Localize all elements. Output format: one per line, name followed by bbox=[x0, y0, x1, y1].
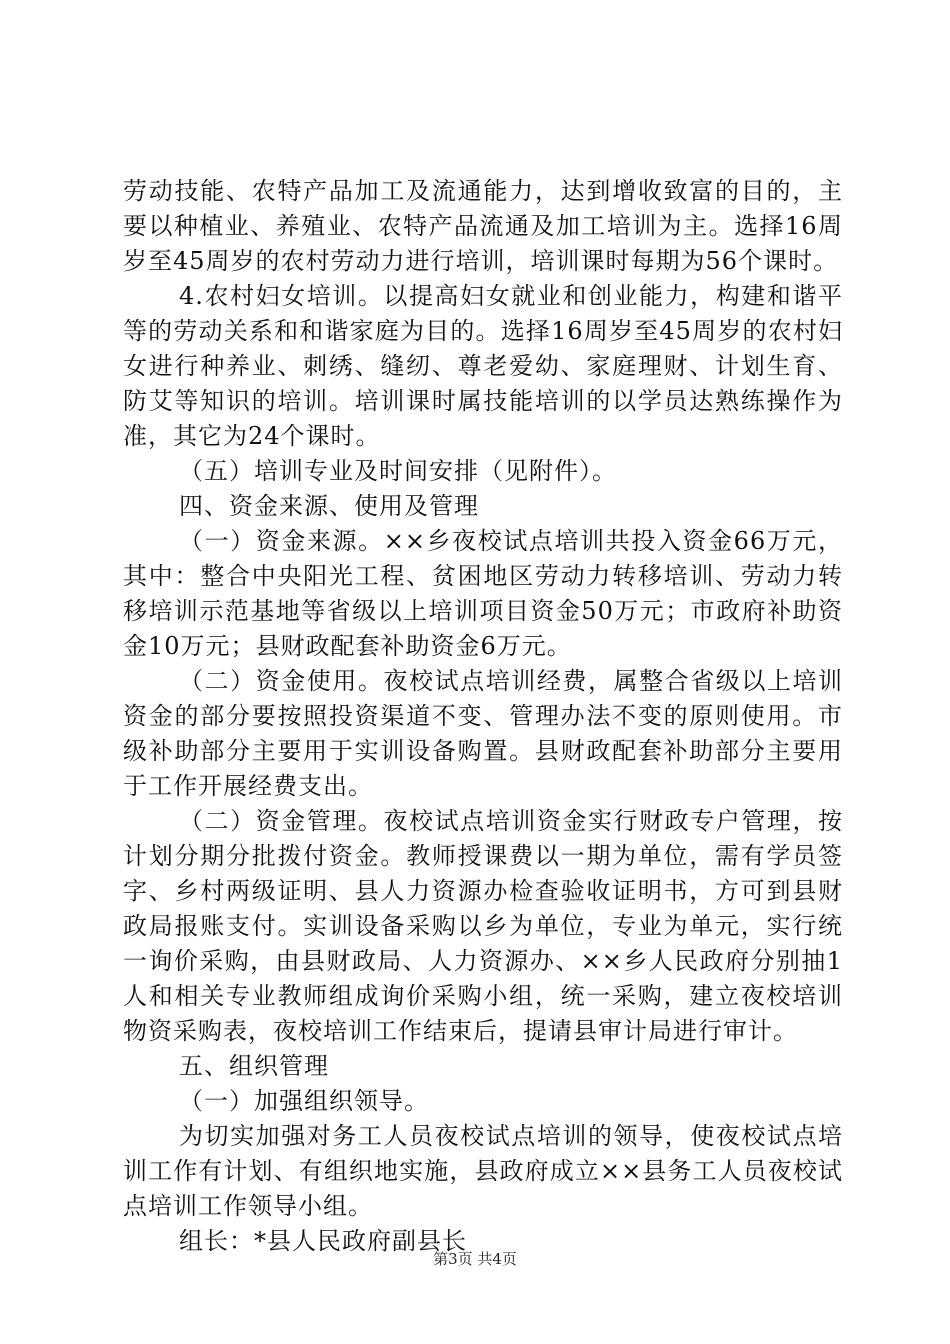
section-heading-funds: 四、资金来源、使用及管理 bbox=[179, 492, 479, 520]
section-heading-organization: 五、组织管理 bbox=[179, 1052, 329, 1080]
paragraph-women-training: 4.农村妇女培训。以提高妇女就业和创业能力，构建和谐平等的劳动关系和和谐家庭为目的。选择16周岁至45周岁的农村妇女进行种养业、刺绣、缝纫、尊老爱幼、家庭理财、计划生育、防艾等知识的培训。培训课时属技能培训的以学员达熟练操作为准，其它为24个课时。 bbox=[123, 282, 843, 450]
paragraph-leadership-group: 为切实加强对务工人员夜校试点培训的领导，使夜校试点培训工作有计划、有组织地实施，县政府成立××县务工人员夜校试点培训工作领导小组。 bbox=[123, 1122, 843, 1220]
paragraph-labor-skills: 劳动技能、农特产品加工及流通能力，达到增收致富的目的，主要以种植业、养殖业、农特产品流通及加工培训为主。选择16周岁至45周岁的农村劳动力进行培训，培训课时每期为56个课时。 bbox=[123, 177, 843, 275]
subheading-leadership: （一）加强组织领导。 bbox=[179, 1087, 429, 1115]
paragraph-fund-management: （二）资金管理。夜校试点培训资金实行财政专户管理，按计划分期分批拨付资金。教师授课费以一期为单位，需有学员签字、乡村两级证明、县人力资源办检查验收证明书，方可到县财政局报账支付。实训设备采购以乡为单位，专业为单元，实行统一询价采购，由县财政局、人力资源办、××乡人民政府分别抽1人和相关专业教师组成询价采购小组，统一采购，建立夜校培训物资采购表，夜校培训工作结束后，提请县审计局进行审计。 bbox=[123, 807, 843, 1045]
paragraph-schedule: （五）培训专业及时间安排（见附件）。 bbox=[179, 457, 617, 485]
paragraph-group-leader: 组长：*县人民政府副县长 bbox=[179, 1227, 467, 1255]
paragraph-fund-source: （一）资金来源。××乡夜校试点培训共投入资金66万元，其中：整合中央阳光工程、贫困地区劳动力转移培训、劳动力转移培训示范基地等省级以上培训项目资金50万元；市政府补助资金10万元；县财政配套补助资金6万元。 bbox=[123, 527, 843, 660]
paragraph-fund-use: （二）资金使用。夜校试点培训经费，属整合省级以上培训资金的部分要按照投资渠道不变、管理办法不变的原则使用。市级补助部分主要用于实训设备购置。县财政配套补助部分主要用于工作开展经费支出。 bbox=[123, 667, 843, 800]
page-footer: 第3页 共4页 bbox=[433, 1250, 517, 1268]
document-body bbox=[123, 174, 843, 1259]
